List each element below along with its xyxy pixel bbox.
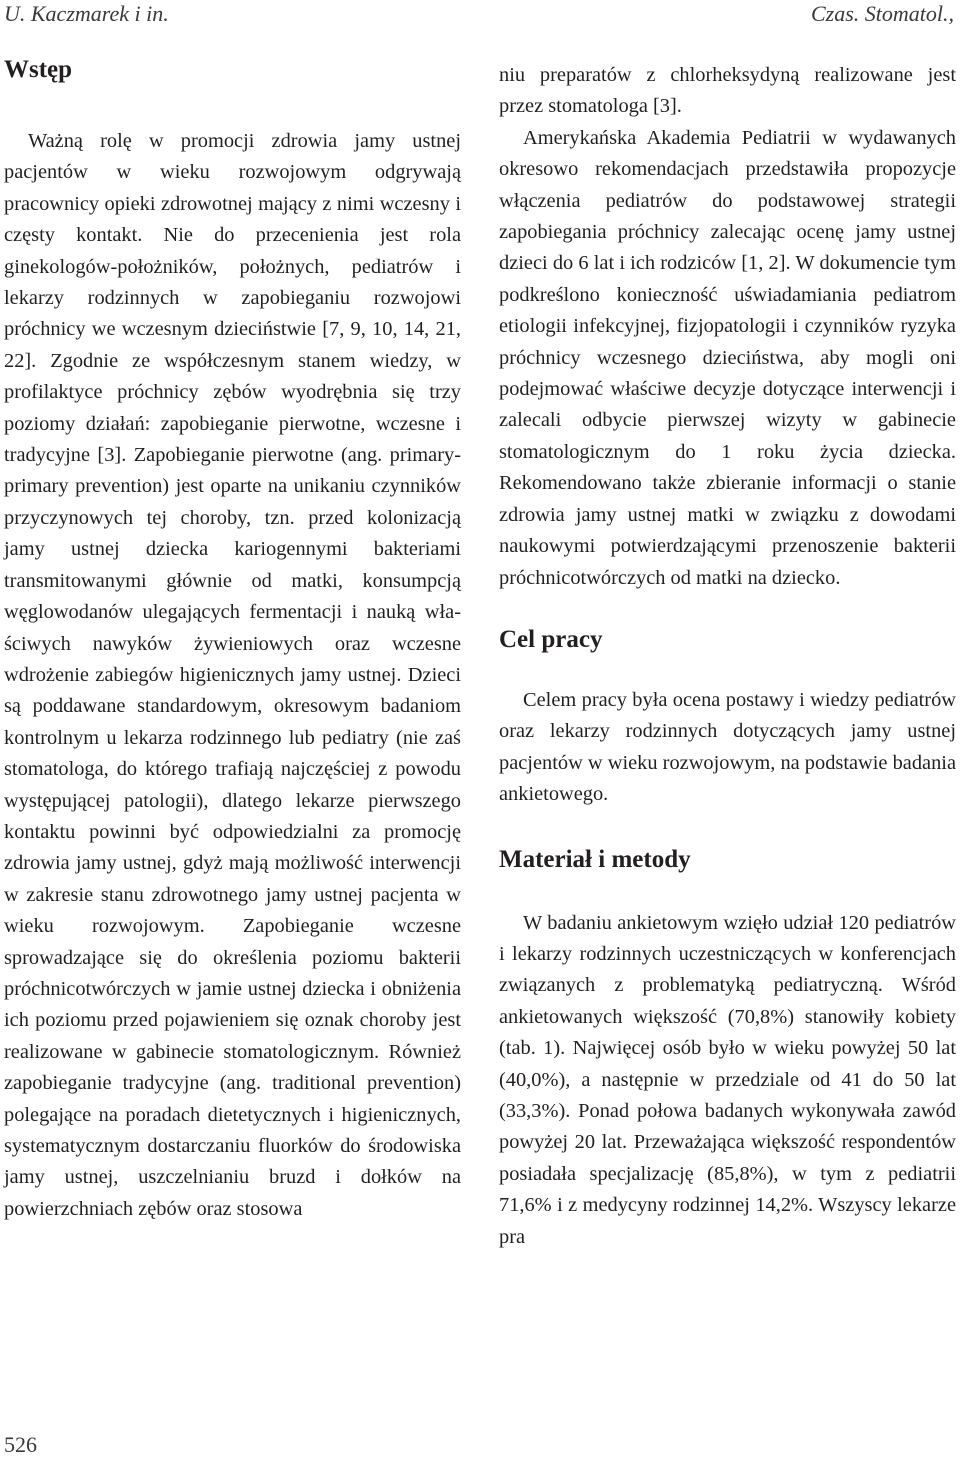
left-column — [4, 52, 461, 1225]
methods-paragraph: W badaniu ankietowym wzięło udział 120 pediatrów i lekarzy rodzinnych uczestniczących w konferencjach związanych z problematyką pediatryczną. Wśród ankietowanych większość (70,8%) stanowiły kobiety (tab. 1). Najwięcej osób było w wieku powyżej 50 lat (40,0%), a następnie w przedziale od 41 do 50 lat (33,3%). Ponad połowa badanych wykonywała zawód powyżej 20 lat. Przeważająca większość respondentów posiadała specjalizację (85,8%), w tym z pediatrii 71,6% i z medycyny rodzinnej 14,2%. Wszyscy lekarze pra — [499, 911, 956, 1248]
section-heading-introduction: Wstęp — [4, 56, 73, 83]
introduction-continuation: niu preparatów z chlorheksydyną realizowane jest przez stomatologa [3]. — [499, 64, 956, 118]
running-head-authors: U. Kaczmarek i in. — [4, 1, 169, 26]
section-heading-methods: Materiał i metody — [499, 845, 691, 873]
running-head-journal: Czas. Stomatol., — [810, 1, 954, 26]
aim-paragraph: Celem pracy była ocena postawy i wiedzy pediatrów oraz lekarzy rodzinnych dotyczących jamy ustnej pacjentów w wieku rozwojowym, na podstawie badania ankietowego. — [499, 688, 956, 806]
introduction-paragraph-2: Amerykańska Akademia Pediatrii w wydawanych okresowo rekomendacjach przedstawiła propozycje włączenia pediatrów do podstawowej strategii zapobiegania próchnicy zalecając ocenę jamy ustnej dzieci do 6 lat i ich rodziców [1, 2]. W dokumencie tym podkreślono konieczność uświadamiania pediatrom etiologii infekcyjnej, fizjopatologii i czynników ryzyka próchnicy wczesnego dzieciństwa, aby mogli oni podejmować właściwe decyzje dotyczące interwencji i zalecali odbycie pierwszej wizyty w gabinecie stomatologicznym do 1 roku życia dziecka. Rekomendowano także zbieranie informacji o stanie zdrowia jamy ustnej matki w związku z dowodami naukowymi potwierdzającymi przenoszenie bakterii próchnicotwórczych od matki na dziecko. — [499, 126, 956, 589]
section-heading-aim: Cel pracy — [499, 625, 603, 653]
introduction-paragraph: Ważną rolę w promocji zdrowia jamy ustnej pacjentów w wieku rozwojowym odgrywają pracownicy opieki zdrowotnej mający z nimi wczesny i częsty kontakt. Nie do przecenienia jest rola ginekologów-położników, położnych, pediatrów i lekarzy rodzinnych w zapobieganiu rozwojowi próchnicy we wczesnym dzieciństwie [7, 9, 10, 14, 21, 22]. Zgodnie ze współczesnym stanem wiedzy, w profilaktyce próchnicy zębów wyodrębnia się trzy poziomy działań: zapobieganie pierwotne, wczesne i tradycyjne [3]. Zapobieganie pierwotne (ang. primary-primary prevention) jest oparte na unikaniu czynników przyczynowych tej choroby, tzn. przed kolonizacją jamy ustnej dziecka kariogennymi bakteriami transmitowanymi głównie od matki, konsumpcją węglowodanów ulegających fermentacji i nauką właściwych nawyków żywieniowych oraz wczesne wdrożenie zabiegów higienicznych jamy ustnej. Dzieci są poddawane standardowym, okresowym badaniom kontrolnym u lekarza rodzinnego lub pediatry (nie zaś stomatologa, do którego trafiają najczęściej z powodu występującej patologii), dlatego lekarze pierwszego kontaktu powinni być odpowiedzialni za promocję zdrowia jamy ustnej, gdyż mają możliwość interwencji w zakresie stanu zdrowotnego jamy ustnej pacjenta w wieku rozwojowym. Zapobieganie wczesne sprowadzające się do określenia poziomu bakterii próchnicotwórczych w jamie ustnej dziecka i obniżenia ich poziomu przed pojawieniem się oznak choroby jest realizowane w gabinecie stomatologicznym. Również zapobieganie tradycyjne (ang. traditional prevention) polegające na poradach dietetycznych i higienicznych, systematycznym dostarczaniu fluorków do środowiska jamy ustnej, uszczelnianiu bruzd i dołków na powierzchniach zębów oraz stosowa — [4, 130, 461, 1220]
page-number: 526 — [4, 1432, 37, 1457]
right-column — [499, 60, 956, 1253]
